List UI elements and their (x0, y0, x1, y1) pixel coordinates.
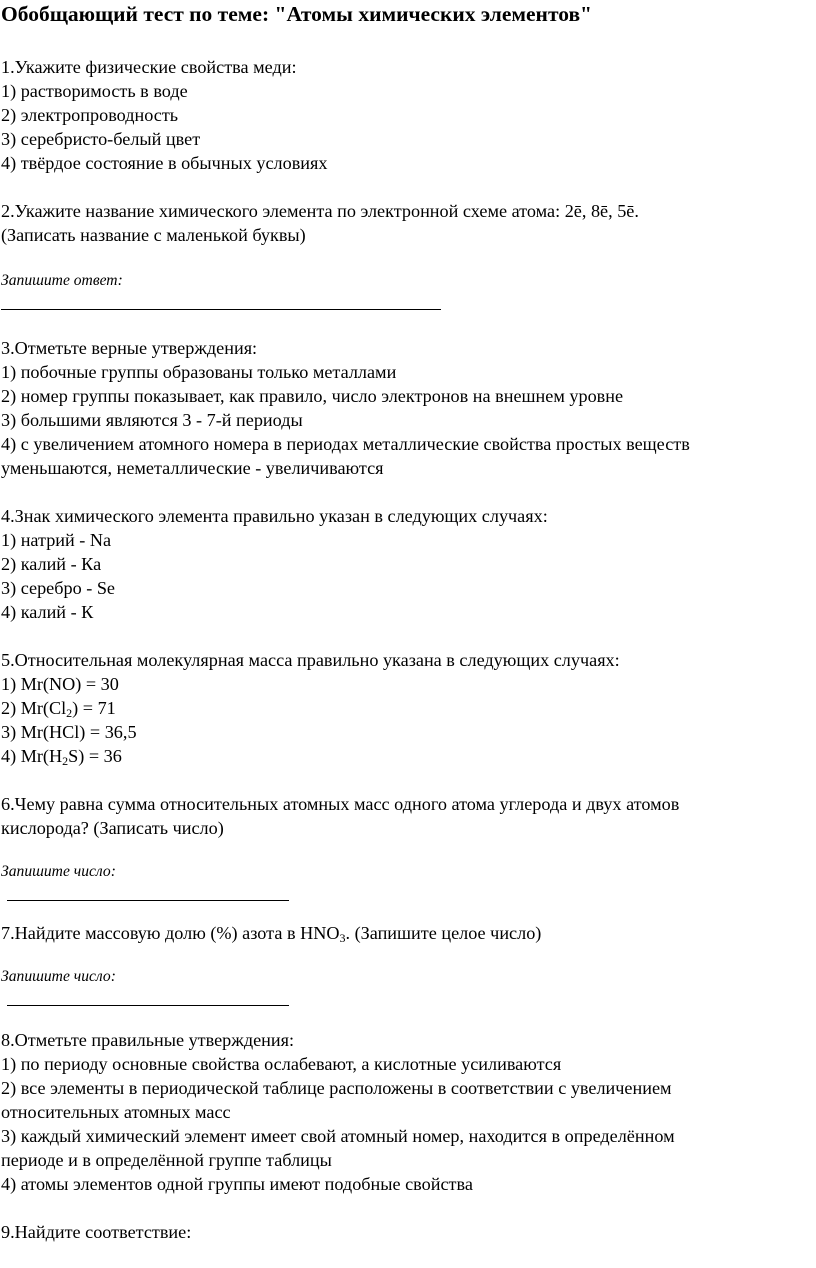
question-3-text: 3.Отметьте верные утверждения: (1, 338, 258, 358)
question-4 (1, 504, 816, 624)
question-7 (1, 921, 816, 1006)
question-5-option-2 (1, 696, 816, 720)
question-8-option-1: 1) по периоду основные свойства ослабевают, а кислотные усиливаются (1, 1054, 562, 1074)
question-5-option-4-pre: 4) Mr(H (1, 746, 63, 766)
question-4-option-3: 3) серебро - Se (1, 578, 116, 598)
question-4-option-1: 1) натрий - Na (1, 530, 112, 550)
question-5-option-4-post: S) = 36 (68, 746, 122, 766)
question-8 (1, 1028, 816, 1196)
question-5-option-2-pre: 2) Mr(Cl (1, 698, 67, 718)
question-1-option-2: 2) электропроводность (1, 105, 179, 125)
question-3 (1, 336, 816, 480)
question-1-option-1: 1) растворимость в воде (1, 81, 188, 101)
question-8-option-4: 4) атомы элементов одной группы имеют подобные свойства (1, 1174, 473, 1194)
question-1-option-3: 3) серебристо-белый цвет (1, 129, 201, 149)
question-4-text: 4.Знак химического элемента правильно указан в следующих случаях: (1, 506, 548, 526)
question-3-option-4: 4) с увеличением атомного номера в периодах металлические свойства простых веществ (1, 434, 690, 454)
document-title: Обобщающий тест по теме: "Атомы химических элементов" (1, 2, 592, 26)
question-5-option-2-post: ) = 71 (72, 698, 116, 718)
question-8-text: 8.Отметьте правильные утверждения: (1, 1030, 295, 1050)
question-3-option-1: 1) побочные группы образованы только металлами (1, 362, 397, 382)
question-7-text (1, 921, 816, 945)
question-2 (1, 199, 816, 310)
question-8-option-2: 2) все элементы в периодической таблице расположены в соответствии с увеличением (1, 1078, 672, 1098)
question-5-option-2-sub: 2 (66, 706, 73, 720)
question-4-option-4: 4) калий - К (1, 602, 94, 622)
question-8-option-2-continued: относительных атомных масс (1, 1102, 231, 1122)
question-6 (1, 792, 816, 901)
question-9-text: 9.Найдите соответствие: (1, 1222, 192, 1242)
question-3-option-2: 2) номер группы показывает, как правило, число электронов на внешнем уровне (1, 386, 624, 406)
question-7-text-sub: 3 (339, 931, 346, 945)
question-5-option-4 (1, 744, 816, 768)
question-7-answer-line[interactable] (7, 1005, 289, 1006)
question-7-answer-label: Запишите число: (1, 968, 116, 985)
question-6-text-line-2: кислорода? (Записать число) (1, 818, 224, 838)
question-1 (1, 55, 816, 175)
question-1-text: 1.Укажите физические свойства меди: (1, 57, 297, 77)
question-5-option-4-sub: 2 (62, 754, 69, 768)
question-6-answer-label: Запишите число: (1, 863, 116, 880)
question-3-option-4-continued: уменьшаются, неметаллические - увеличиваются (1, 458, 384, 478)
question-8-option-3: 3) каждый химический элемент имеет свой атомный номер, находится в определённом (1, 1126, 675, 1146)
question-7-text-pre: 7.Найдите массовую долю (%) азота в HNO (1, 923, 340, 943)
question-5-option-1: 1) Mr(NO) = 30 (1, 674, 119, 694)
question-7-text-post: . (Запишите целое число) (345, 923, 542, 943)
question-4-option-2: 2) калий - Ка (1, 554, 102, 574)
question-2-text-line-1: 2.Укажите название химического элемента по электронной схеме атома: 2ē, 8ē, 5ē. (1, 201, 639, 221)
question-2-text-line-2: (Записать название с маленькой буквы) (1, 225, 306, 245)
question-2-answer-line[interactable] (1, 309, 441, 310)
question-5-option-3: 3) Mr(HCl) = 36,5 (1, 722, 137, 742)
question-9 (1, 1220, 816, 1244)
question-8-option-3-continued: периоде и в определённой группе таблицы (1, 1150, 332, 1170)
question-2-answer-label: Запишите ответ: (1, 272, 123, 289)
question-3-option-3: 3) большими являются 3 - 7-й периоды (1, 410, 303, 430)
question-5-text: 5.Относительная молекулярная масса правильно указана в следующих случаях: (1, 650, 620, 670)
question-6-answer-line[interactable] (7, 900, 289, 901)
question-5 (1, 648, 816, 768)
question-1-option-4: 4) твёрдое состояние в обычных условиях (1, 153, 328, 173)
question-6-text-line-1: 6.Чему равна сумма относительных атомных масс одного атома углерода и двух атомов (1, 794, 680, 814)
